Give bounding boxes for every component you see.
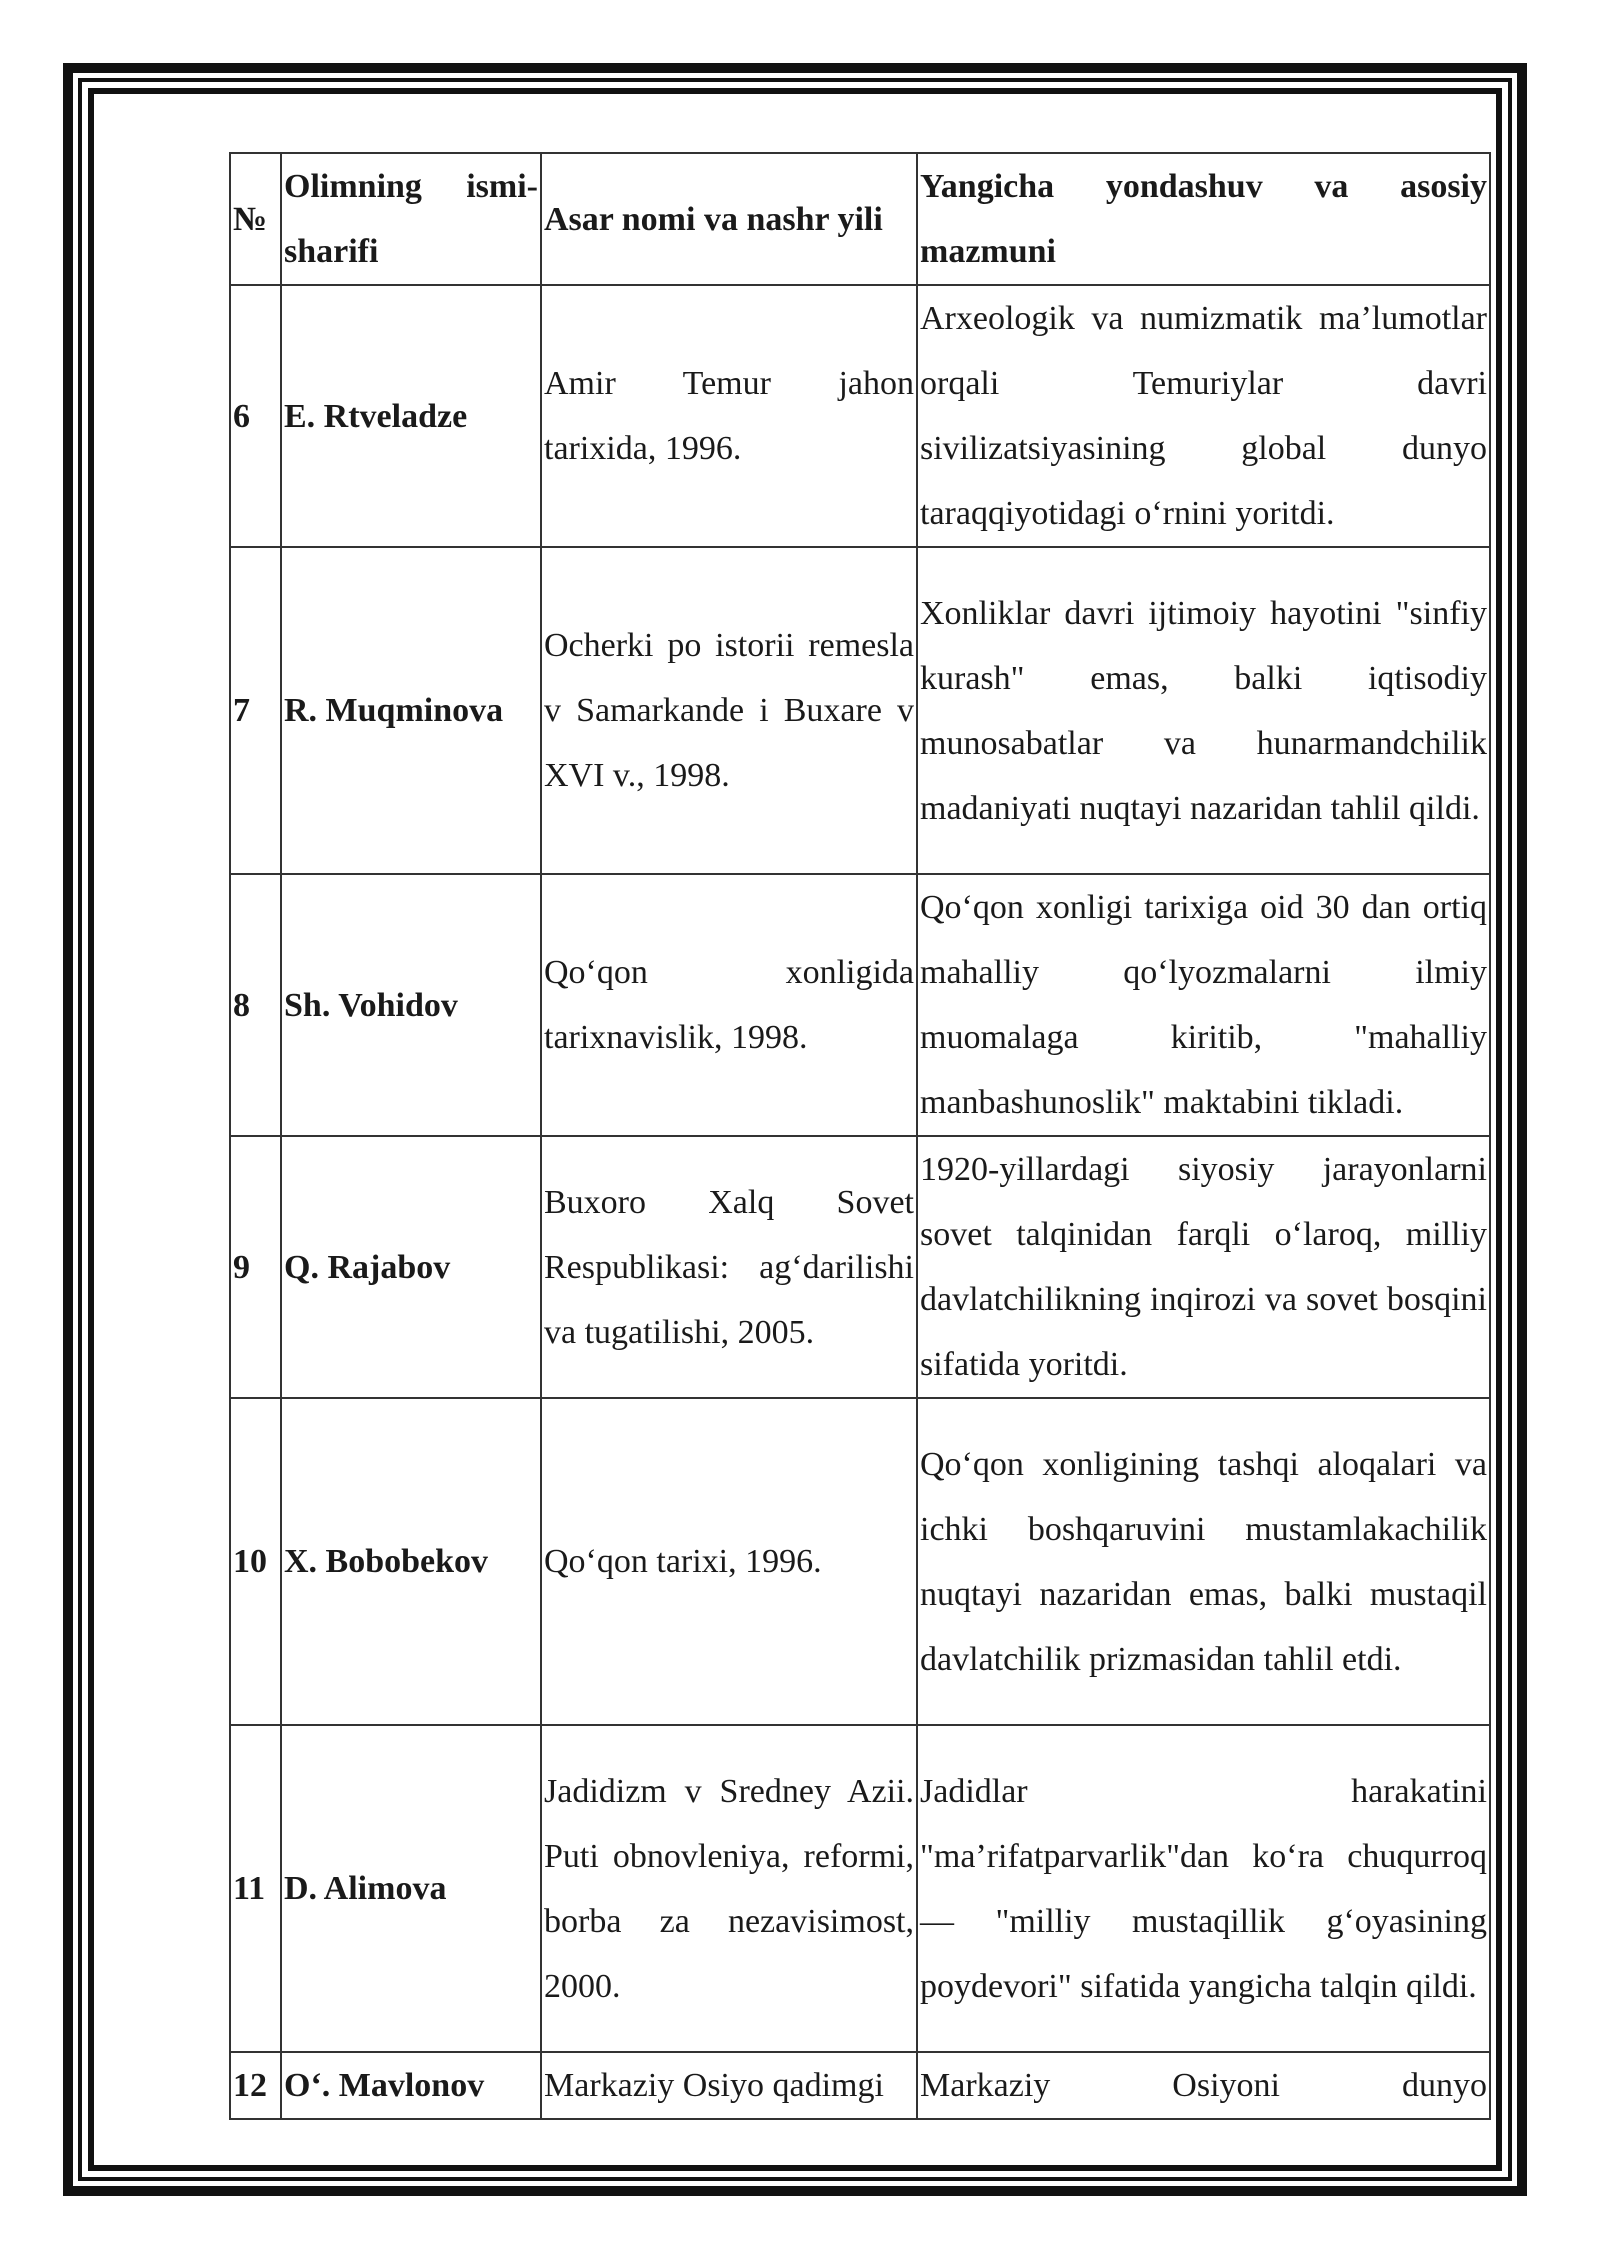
approach-text <box>917 2052 1490 2119</box>
header-new-approach: Yangicha yondashuv va asosiy mazmuni <box>917 153 1490 285</box>
header-number: № <box>230 153 281 285</box>
approach-text: Jadidlar harakatini "ma’rifatparvarlik"dan ko‘ra chuqurroq — "milliy mustaqillik g‘oyasining poydevori" sifatida yangicha talqin qildi. <box>917 1725 1490 2052</box>
work-title: Ocherki po istorii remesla v Samarkande i Buxare v XVI v., 1998. <box>541 547 917 874</box>
row-number: 10 <box>230 1398 281 1725</box>
scholars-table <box>229 152 1491 2120</box>
table-row <box>230 1725 1490 2052</box>
row-number: 6 <box>230 285 281 547</box>
row-number: 9 <box>230 1136 281 1398</box>
approach-text: Qo‘qon xonligi tarixiga oid 30 dan ortiq mahalliy qo‘lyozmalarni ilmiy muomalaga kiritib, "mahalliy manbashunoslik" maktabini tikladi. <box>917 874 1490 1136</box>
approach-text: Xonliklar davri ijtimoiy hayotini "sinfiy kurash" emas, balki iqtisodiy munosabatlar va hunarmandchilik madaniyati nuqtayi nazaridan tahlil qildi. <box>917 547 1490 874</box>
scholar-name: Q. Rajabov <box>281 1136 541 1398</box>
row-number: 12 <box>230 2052 281 2119</box>
work-title <box>541 2052 917 2119</box>
scholar-name: R. Muqminova <box>281 547 541 874</box>
work-title: Jadidizm v Sredney Azii. Puti obnovleniya, reformi, borba za nezavisimost, 2000. <box>541 1725 917 2052</box>
work-title-text: Markaziy Osiyo qadimgi <box>544 2067 884 2104</box>
table-row <box>230 2052 1490 2119</box>
table-row <box>230 1398 1490 1725</box>
table-row <box>230 285 1490 547</box>
table-row <box>230 1136 1490 1398</box>
approach-text-content: Markaziy Osiyoni dunyo <box>920 2067 1487 2104</box>
table-header-row <box>230 153 1490 285</box>
table-row <box>230 874 1490 1136</box>
header-scholar-name: Olimning ismi-sharifi <box>281 153 541 285</box>
work-title: Qo‘qon tarixi, 1996. <box>541 1398 917 1725</box>
approach-text: Qo‘qon xonligining tashqi aloqalari va ichki boshqaruvini mustamlakachilik nuqtayi nazaridan emas, balki mustaqil davlatchilik prizmasidan tahlil etdi. <box>917 1398 1490 1725</box>
header-work-title: Asar nomi va nashr yili <box>541 153 917 285</box>
approach-text: Arxeologik va numizmatik ma’lumotlar orqali Temuriylar davri sivilizatsiyasining global dunyo taraqqiyotidagi o‘rnini yoritdi. <box>917 285 1490 547</box>
work-title: Amir Temur jahon tarixida, 1996. <box>541 285 917 547</box>
table-row <box>230 547 1490 874</box>
scholar-name: Sh. Vohidov <box>281 874 541 1136</box>
work-title: Buxoro Xalq Sovet Respublikasi: ag‘darilishi va tugatilishi, 2005. <box>541 1136 917 1398</box>
scholar-name: E. Rtveladze <box>281 285 541 547</box>
row-number: 7 <box>230 547 281 874</box>
scholar-name: D. Alimova <box>281 1725 541 2052</box>
approach-text: 1920-yillardagi siyosiy jarayonlarni sovet talqinidan farqli o‘laroq, milliy davlatchilikning inqirozi va sovet bosqini sifatida yoritdi. <box>917 1136 1490 1398</box>
scholar-name: X. Bobobekov <box>281 1398 541 1725</box>
work-title: Qo‘qon xonligida tarixnavislik, 1998. <box>541 874 917 1136</box>
row-number: 11 <box>230 1725 281 2052</box>
row-number: 8 <box>230 874 281 1136</box>
scholar-name: O‘. Mavlonov <box>281 2052 541 2119</box>
